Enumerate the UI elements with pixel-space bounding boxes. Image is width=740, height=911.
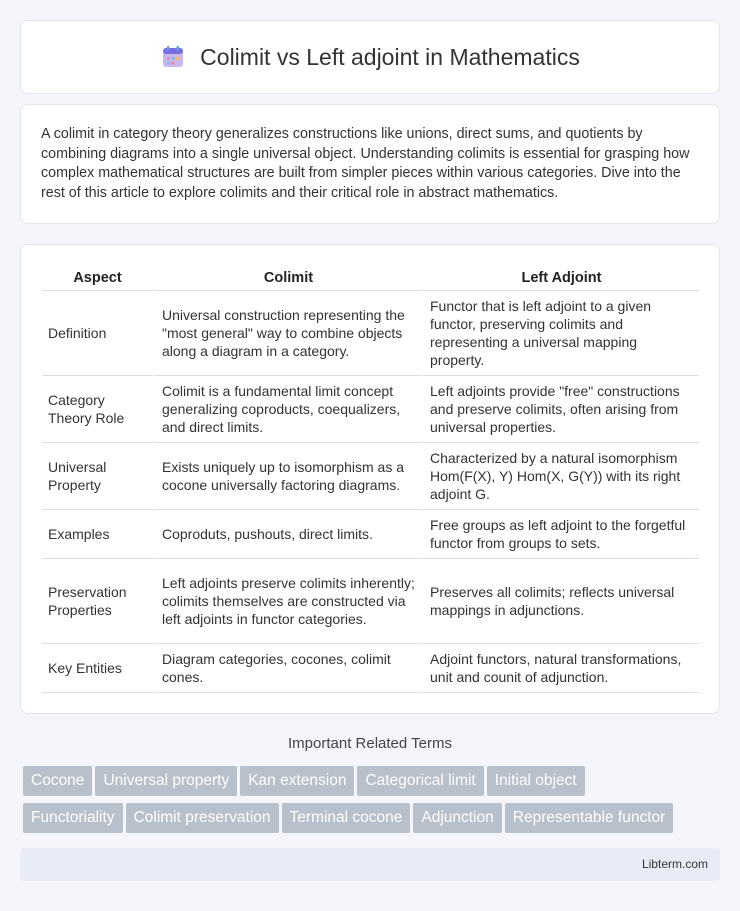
table-row [42,644,699,693]
cell-colimit: Colimit is a fundamental limit concept generalizing coproducts, coequalizers, and direct limits. [153,376,421,443]
table-header-row [42,265,699,291]
comparison-table [42,265,699,693]
related-term-tag[interactable]: Categorical limit [357,766,483,796]
related-terms-title: Important Related Terms [288,735,452,752]
cell-colimit: Diagram categories, cocones, colimit cones. [153,644,421,693]
cell-aspect: Definition [42,291,153,376]
related-terms-list [23,766,723,840]
cell-aspect: Category Theory Role [42,376,153,443]
related-term-tag[interactable]: Terminal cocone [282,803,411,833]
cell-aspect: Examples [42,510,153,559]
cell-aspect: Preservation Properties [42,559,153,644]
cell-left-adjoint: Left adjoints provide "free" constructions and preserve colimits, often arising from universal properties. [421,376,699,443]
cell-aspect: Key Entities [42,644,153,693]
calendar-icon [160,44,186,70]
footer-site-link[interactable]: Libterm.com [641,857,708,871]
table-row [42,559,699,644]
cell-left-adjoint: Adjoint functors, natural transformations, unit and counit of adjunction. [421,644,699,693]
cell-left-adjoint: Free groups as left adjoint to the forgetful functor from groups to sets. [421,510,699,559]
cell-colimit: Universal construction representing the "most general" way to combine objects along a diagram in a category. [153,291,421,376]
cell-colimit: Exists uniquely up to isomorphism as a cocone universally factoring diagrams. [153,443,421,510]
intro-paragraph: A colimit in category theory generalizes constructions like unions, direct sums, and quotients by combining diagrams into a single universal object. Understanding colimits is essential for grasping how complex mathematical structures are built from simpler pieces within various categories. Dive into the rest of this article to explore colimits and their critical role in abstract mathematics. [41,126,690,201]
related-term-tag[interactable]: Adjunction [413,803,501,833]
related-term-tag[interactable]: Colimit preservation [126,803,279,833]
cell-colimit: Coproduts, pushouts, direct limits. [153,510,421,559]
table-row [42,291,699,376]
cell-colimit: Left adjoints preserve colimits inherently; colimits themselves are constructed via left adjoints in functor categories. [153,559,421,644]
cell-left-adjoint: Characterized by a natural isomorphism Hom(F(X), Y) Hom(X, G(Y)) with its right adjoint G. [421,443,699,510]
title-card [20,20,720,94]
header-colimit: Colimit [153,265,421,291]
footer [20,848,720,881]
related-term-tag[interactable]: Universal property [95,766,237,796]
table-row [42,510,699,559]
cell-left-adjoint: Preserves all colimits; reflects universal mappings in adjunctions. [421,559,699,644]
cell-left-adjoint: Functor that is left adjoint to a given functor, preserving colimits and representing a universal mapping property. [421,291,699,376]
header-left-adjoint: Left Adjoint [421,265,699,291]
page-title: Colimit vs Left adjoint in Mathematics [200,43,580,70]
related-term-tag[interactable]: Functoriality [23,803,123,833]
table-row [42,443,699,510]
intro-card [20,104,720,224]
related-term-tag[interactable]: Representable functor [505,803,674,833]
table-row [42,376,699,443]
header-aspect: Aspect [42,265,153,291]
related-term-tag[interactable]: Initial object [487,766,585,796]
comparison-table-card [20,244,720,714]
related-term-tag[interactable]: Kan extension [240,766,354,796]
related-term-tag[interactable]: Cocone [23,766,92,796]
cell-aspect: Universal Property [42,443,153,510]
